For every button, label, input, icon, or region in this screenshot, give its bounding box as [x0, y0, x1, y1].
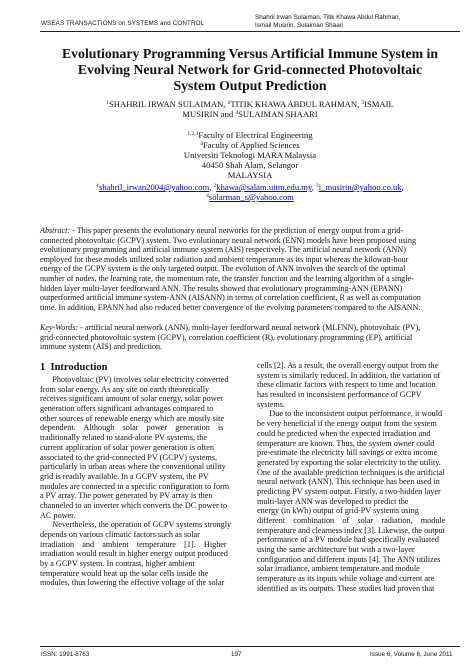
affiliation-faculty: Faculty of Applied Sciences: [203, 140, 300, 150]
body-line: generated by exporting the solar electricity to the utility.: [257, 457, 441, 467]
abstract-label: Abstract:: [40, 226, 71, 235]
keywords-line: grid-connected photovoltaic system (GCPV), correlation coefficient (R), evolutionary programming (EP), artificial: [40, 332, 413, 342]
body-line: temperature as its inputs while voltage and current are: [257, 574, 435, 584]
body-line: modules are connected in a specific configuration to form: [40, 481, 230, 491]
section-title: Introduction: [50, 362, 108, 373]
abstract-line: - This paper presents the evolutionary neural networks for the prediction of energy output from a grid-: [72, 226, 404, 235]
body-line: from solar energy. As any site on earth theoretically: [40, 384, 210, 394]
body-line: predicting PV system output. Firstly, a two-hidden layer: [257, 486, 441, 496]
author-name: SULAIMAN SHAARI: [238, 109, 318, 119]
footer-rule: [40, 646, 460, 647]
abstract-line: evolutionary programming and artificial immune system (AIS) respectively. The artificial neural network (ANN): [40, 245, 406, 255]
body-line: AC power.: [40, 510, 76, 520]
body-line: irradiation and ambient temperature [1]. Higher: [40, 539, 227, 549]
abstract-line: time. In addition, EPANN had also reduced better convergence of the evolving parameters compared to the AISANN.: [40, 302, 421, 312]
body-line: different combination of solar radiation, module: [257, 516, 446, 525]
body-line: systems.: [257, 399, 285, 409]
email-separator: ,: [401, 182, 404, 192]
email-link[interactable]: khawa@salam.uitm.edu.my: [216, 182, 312, 192]
body-line: be very beneficial if the energy output from the system: [257, 419, 437, 429]
body-line: Nevertheless, the operation of GCPV systems strongly: [40, 520, 232, 530]
body-line: temperature and clearness index [3]. Likewise, the output: [257, 525, 446, 535]
author-name: SHAHRIL IRWAN SULAIMAN,: [109, 99, 228, 109]
left-column: [40, 361, 245, 588]
email-block: [40, 182, 460, 202]
email-link[interactable]: solarman_s@yahoo.com: [208, 192, 294, 202]
body-line: solar irradiance, ambient temperature and module: [257, 564, 420, 574]
body-line: other sources of renewable energy which are mostly site: [40, 413, 225, 423]
body-line: depends on various climatic factors such as solar: [40, 530, 200, 539]
running-header-authors: [255, 14, 455, 30]
running-header-authors-line2: Ismail Musirin, Sulaiman Shaari: [255, 22, 344, 29]
affiliation-university: Universiti Teknologi MARA Malaysia: [183, 150, 317, 160]
keywords-line: immune system (AIS) and prediction.: [40, 342, 163, 352]
title-line: System Output Prediction: [173, 78, 327, 93]
author-list: [40, 99, 460, 119]
email-link[interactable]: shahril_irwan2004@yahoo.com: [98, 182, 210, 192]
running-header-journal: WSEAS TRANSACTIONS on SYSTEMS and CONTROL: [41, 20, 205, 27]
author-name: ISMAIL: [364, 99, 394, 109]
body-line: cells [2]. As a result, the overall energy output from the: [257, 361, 439, 370]
body-line: irradiation would result in higher energy output produced: [40, 549, 228, 559]
body-line: receives significant amount of solar energy, solar power: [40, 394, 224, 404]
email-sup: 2: [213, 183, 217, 189]
title-line: Evolving Neural Network for Grid-connected Photovoltaic: [77, 62, 423, 77]
body-line: neural network (ANN). This technique has been used in: [257, 477, 440, 487]
body-line: associated to the grid-connected PV (GCPV) systems,: [40, 452, 217, 462]
body-line: particularly in urban areas where the conventional utility: [40, 462, 226, 472]
keywords: [40, 323, 464, 352]
author-name: TITIK KHAWA ABDUL RAHMAN,: [230, 99, 362, 109]
author-sup: 2: [227, 100, 231, 106]
body-line: channeled to an inverter which converts the DC power to: [40, 500, 228, 510]
body-line: multi-layer ANN was developed to predict the: [257, 496, 409, 506]
body-line: system is similarly reduced. In addition, the variation of: [257, 370, 441, 380]
affiliation-sup: 4: [200, 141, 204, 147]
body-line: grid is readily available. In a GCPV system, the PV: [40, 471, 209, 481]
author-name: MUSIRIN and: [182, 109, 236, 119]
section-number: 1: [40, 362, 46, 373]
right-column: [257, 361, 462, 594]
abstract-line: employed for these models utilized solar radiation and ambient temperature as its input whereas the kilowatt-hour: [40, 254, 409, 264]
body-line: pre-estimate the electricity bill savings or extra income: [257, 448, 438, 458]
affiliation-faculty: Faculty of Electrical Engineering: [198, 130, 313, 140]
header-rule: [40, 31, 460, 32]
abstract-line: hidden layer multi-layer feedforward ANN. The results showed that evolutionary programming-ANN (EPANN): [40, 283, 403, 293]
affiliation-sup: 1,2,3: [187, 131, 199, 137]
email-sup: 4: [206, 193, 209, 199]
running-header-authors-line1: Shahril Irwan Sulaiman, Titik Khawa Abdul Rahman,: [255, 14, 401, 21]
keywords-label: Key-Words:: [40, 323, 79, 332]
footer-page-number: 197: [231, 651, 242, 658]
body-line: current application of solar power generation is often: [40, 442, 214, 452]
email-sup: 1: [96, 183, 99, 189]
body-line: Due to the inconsistent output performance, it would: [257, 409, 443, 419]
body-line: modules, thus lowering the effective voltage of the solar: [40, 578, 225, 588]
keywords-line: - artificial neural network (ANN), multi-layer feedforward neural network (MLFNN), photovoltaic (PV),: [80, 323, 421, 332]
body-line: by a GCPV system. In contrast, higher ambient: [40, 559, 195, 569]
abstract-line: connected photovoltaic (GCPV) system. Two evolutionary neural network (ENN) models have been proposed using: [40, 235, 417, 245]
body-line: these climatic factors with respect to time and location: [257, 380, 436, 390]
paper-title: [40, 46, 460, 94]
body-line: using the same architecture but with a two-layer: [257, 545, 415, 555]
body-line: dependent. Although solar power generation is: [40, 423, 224, 433]
body-line: generation offers significant advantages compared to: [40, 404, 214, 414]
body-line: energy (in kWh) output of grid-PV systems using: [257, 506, 419, 516]
footer-issn: ISSN: 1991-8763: [41, 651, 90, 658]
body-line: performance of a PV module had specifically evaluated: [257, 535, 439, 545]
abstract: [40, 226, 464, 312]
footer-issue: Issue 6, Volume 6, June 2011: [370, 651, 453, 658]
body-line: a PV array. The power generated by PV array is then: [40, 491, 213, 501]
author-sup: 1: [106, 100, 110, 106]
author-sup: 4: [235, 110, 239, 116]
abstract-line: number of nodes, the learning rate, the momentum rate, the transfer function and the learning algorithm of a single-: [40, 273, 414, 283]
affiliation-block: [40, 130, 460, 180]
body-line: Photovoltaic (PV) involves solar electricity converted: [40, 375, 229, 384]
section-heading: [40, 361, 245, 375]
body-line: configuration and different inputs [4]. The ANN utilizes: [257, 554, 441, 564]
body-line: traditionally related to stand-alone PV systems, the: [40, 433, 207, 443]
body-line: has resulted in inconsistent performance of GCPV: [257, 390, 422, 400]
email-separator: ,: [311, 182, 317, 192]
abstract-line: energy of the GCPV system is the only targeted output. The evolution of ANN involves the search of the optimal: [40, 264, 406, 274]
email-link[interactable]: i_musirin@yahoo.co.uk: [318, 182, 402, 192]
body-line: identified as its outputs. These studies had proven that: [257, 583, 435, 593]
email-separator: ,: [209, 182, 214, 192]
body-line: One of the available prediction techniques is the artificial: [257, 467, 445, 477]
body-line: temperature would heat up the solar cells inside the: [40, 568, 209, 578]
body-line: could be predicted when the expected irradiation and: [257, 428, 431, 438]
affiliation-address: 40450 Shah Alam, Selangor: [201, 160, 299, 170]
abstract-line: outperformed artificial immune system-ANN (AISANN) in terms of correlation coefficient, R as well as computation: [40, 293, 421, 303]
email-sup: 3: [316, 183, 319, 189]
affiliation-country: MALAYSIA: [227, 170, 273, 180]
title-line: Evolutionary Programming Versus Artificial Immune System in: [61, 46, 439, 61]
author-sup: 3: [361, 100, 365, 106]
body-line: temperature are known. Thus, the system owner could: [257, 438, 435, 448]
